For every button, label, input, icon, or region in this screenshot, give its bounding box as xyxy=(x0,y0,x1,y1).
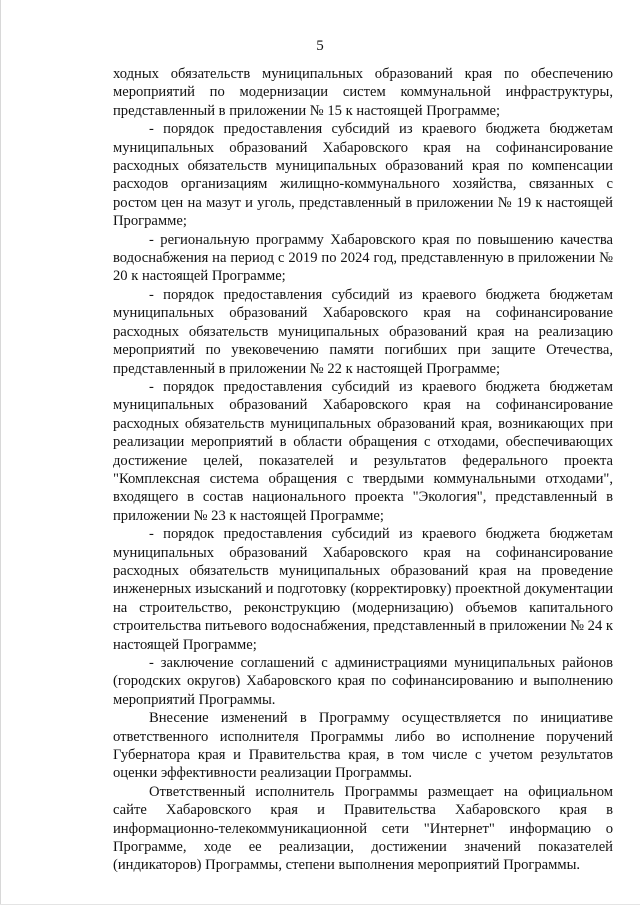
paragraph-agreements: - заключение соглашений с администрациями муниципальных районов (городских округов) Хабаровского края по софинансированию и выполнению мероприятий Программы. xyxy=(113,655,613,708)
paragraph-continuation: ходных обязательств муниципальных образований края по обеспечению мероприятий по модернизации систем коммунальной инфраструктуры, представленный в приложении № 15 к настоящей Программе; xyxy=(113,66,613,119)
document-body xyxy=(113,65,613,875)
page-number: 5 xyxy=(316,38,324,54)
paragraph-subsidy-fuel-compensation: - порядок предоставления субсидий из краевого бюджета бюджетам муниципальных образований Хабаровского края на софинансирование расходных обязательств муниципальных образований края по компенсации расходов организациям жилищно-коммунального хозяйства, связанных с ростом цен на мазут и уголь, представленный в приложении № 19 к настоящей Программе; xyxy=(113,121,613,230)
paragraph-subsidy-engineering-surveys: - порядок предоставления субсидий из краевого бюджета бюджетам муниципальных образований Хабаровского края на софинансирование расходных обязательств муниципальных образований края на проведение инженерных изысканий и подготовку (корректировку) проектной документации на строительство, реконструкцию (модернизацию) объемов капитального строительства питьевого водоснабжения, представленный в приложении № 24 к настоящей Программе; xyxy=(113,526,613,653)
paragraph-subsidy-waste: - порядок предоставления субсидий из краевого бюджета бюджетам муниципальных образований Хабаровского края на софинансирование расходных обязательств муниципальных образований края, возникающих при реализации мероприятий в области обращения с отходами, обеспечивающих достижение целей, показателей и результатов федерального проекта "Комплексная система обращения с твердыми коммунальными отходами", входящего в состав национального проекта "Экология", представленный в приложении № 23 к настоящей Программе; xyxy=(113,378,613,524)
page-left-edge xyxy=(0,0,1,905)
paragraph-program-amendments: Внесение изменений в Программу осуществляется по инициативе ответственного исполнителя Программы либо во исполнение поручений Губернатора края и Правительства края, в том числе с учетом результатов оценки эффективности реализации Программы. xyxy=(113,710,613,782)
paragraph-program-publication: Ответственный исполнитель Программы размещает на официальном сайте Хабаровского края и Правительства Хабаровского края в информационно-телекоммуникационной сети "Интернет" информацию о Программе, ходе ее реализации, достижении значений показателей (индикаторов) Программы, степени выполнения мероприятий Программы. xyxy=(113,783,613,874)
paragraph-subsidy-memorial: - порядок предоставления субсидий из краевого бюджета бюджетам муниципальных образований Хабаровского края на софинансирование расходных обязательств муниципальных образований края на реализацию мероприятий по увековечению памяти погибших при защите Отечества, представленный в приложении № 22 к настоящей Программе; xyxy=(113,286,613,377)
paragraph-water-supply-program: - региональную программу Хабаровского края по повышению качества водоснабжения на период с 2019 по 2024 год, представленную в приложении № 20 к настоящей Программе; xyxy=(113,231,613,285)
